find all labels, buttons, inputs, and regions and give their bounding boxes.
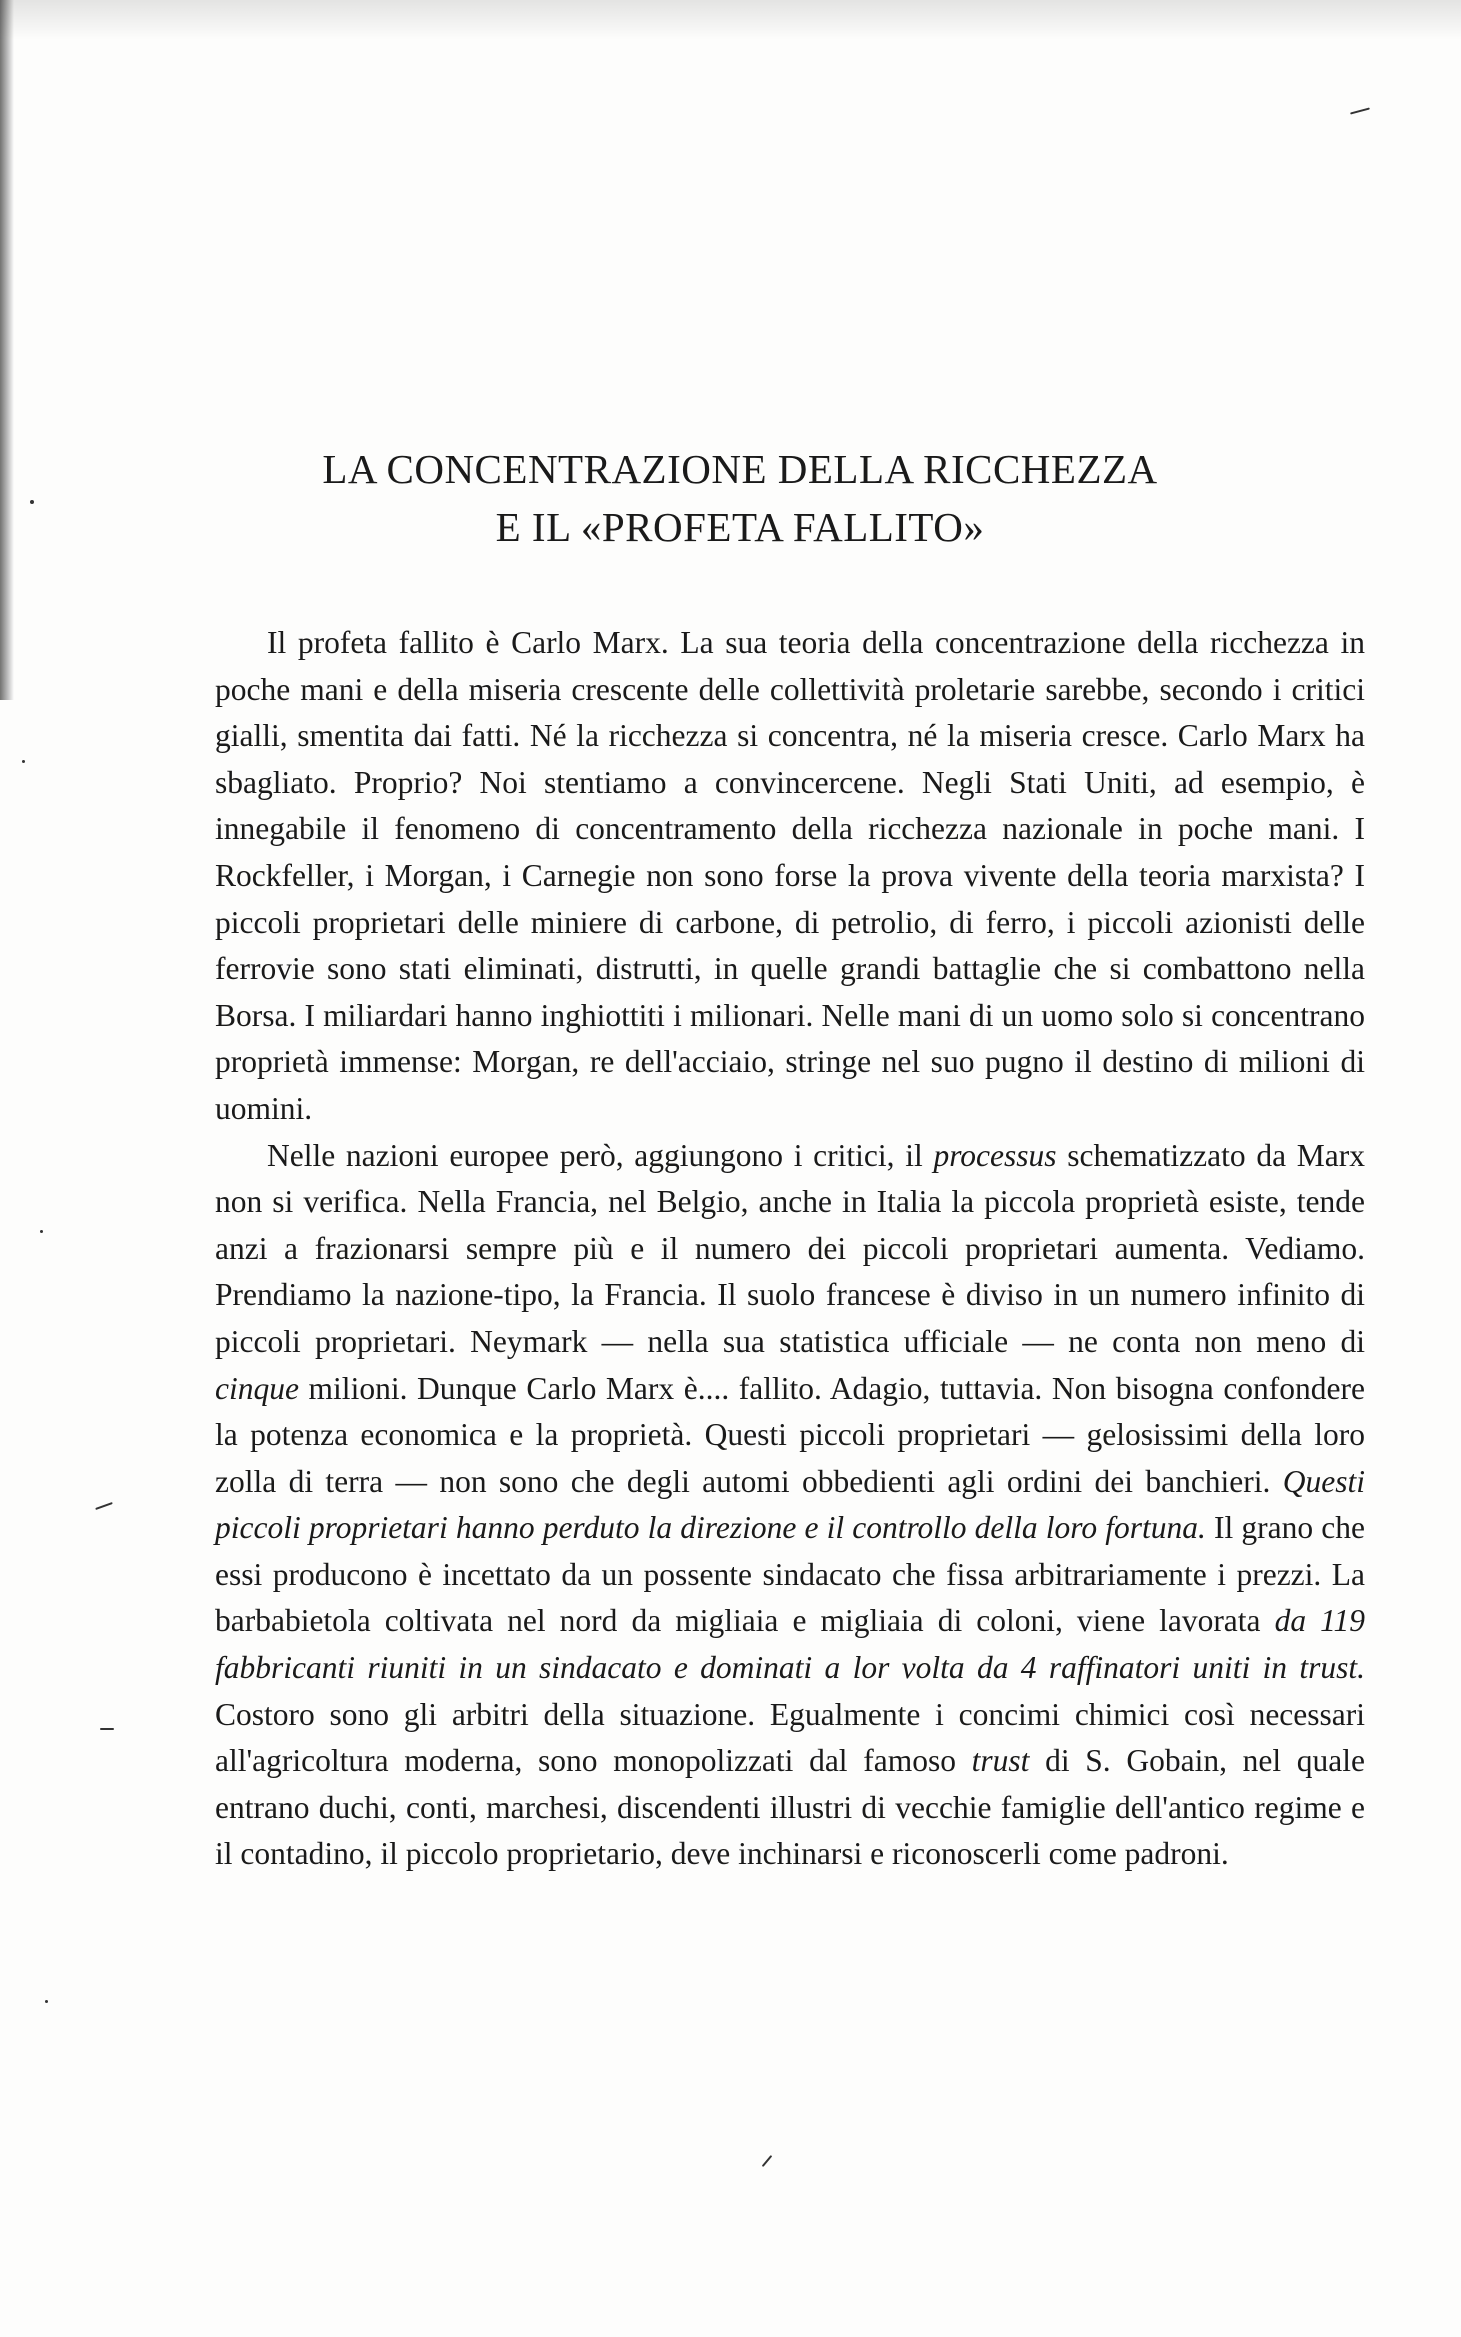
scan-speck [95,1502,113,1510]
text-run: da 119 fabbricanti riuniti in un sindacato e dominati a lor volta da 4 raffinatori uniti in trust. [215,1603,1365,1686]
text-run: Questi piccoli proprietari hanno perduto la direzione e il controllo della loro fortuna. [215,1463,1365,1546]
text-run: processus [933,1137,1057,1173]
text-run: di S. Gobain, nel quale entrano duchi, conti, marchesi, discendenti illustri di vecchie famiglie dell'antico regime e il contadino, il piccolo proprietario, deve inchinarsi e riconoscerli come padroni. [215,1743,1365,1872]
scan-speck [1350,107,1370,114]
scan-shadow-top [0,0,1461,40]
scan-speck [30,500,34,504]
text-run: cinque [215,1370,299,1406]
text-run: Nelle nazioni europee però, aggiungono i critici, il [267,1137,934,1173]
scan-speck [40,1230,43,1233]
scan-shadow-left [0,0,14,700]
paragraph-2 [215,1133,1365,1879]
text-run: schematizzato da Marx non si verifica. Nella Francia, nel Belgio, anche in Italia la piccola proprietà esiste, tende anzi a frazionarsi sempre più e il numero dei piccoli proprietari aumenta. Vediamo. Prendiamo la nazione-tipo, la Francia. Il suolo francese è diviso in un numero infinito di piccoli proprietari. Neymark — nella sua statistica ufficiale — ne conta non meno di [215,1137,1365,1359]
scan-speck [45,2000,48,2003]
text-run: Costoro sono gli arbitri della situazione. Egualmente i concimi chimici così necessari all'agricoltura moderna, sono monopolizzati dal famoso [215,1696,1365,1779]
scan-speck [22,760,25,763]
paragraph-1 [215,620,1365,1133]
text-run: trust [971,1743,1030,1779]
text-run: Il profeta fallito è Carlo Marx. La sua teoria della concentrazione della ricchezza in poche mani e della miseria crescente delle collettività proletarie sarebbe, secondo i critici gialli, smentita dai fatti. Né la ricchezza si concentra, né la miseria cresce. Carlo Marx ha sbagliato. Proprio? Noi stentiamo a convincercene. Negli Stati Uniti, ad esempio, è innegabile il fenomeno di concentramento della ricchezza nazionale in poche mani. I Rockfeller, i Morgan, i Carnegie non sono forse la prova vivente della teoria marxista? I piccoli proprietari delle miniere di carbone, di petrolio, di ferro, i piccoli azionisti delle ferrovie sono stati eliminati, distrutti, in quelle grandi battaglie che si combattono nella Borsa. I miliardari hanno inghiottiti i milionari. Nelle mani di un uomo solo si concentrano proprietà immense: Morgan, re dell'acciaio, stringe nel suo pugno il destino di milioni di uomini. [215,625,1365,1126]
text-run: milioni. Dunque Carlo Marx è.... fallito. Adagio, tuttavia. Non bisogna confondere la potenza economica e la proprietà. Questi piccoli proprietari — gelosissimi della loro zolla di terra — non sono che degli automi obbedienti agli ordini dei banchieri. [215,1370,1365,1499]
title-line-2: E IL «PROFETA FALLITO» [495,504,985,550]
body-text [215,620,1365,1878]
scan-speck [762,2155,773,2167]
scan-speck [100,1728,114,1730]
title-line-1: LA CONCENTRAZIONE DELLA RICCHEZZA [322,446,1158,492]
text-run: Il grano che essi producono è incettato da un possente sindacato che fissa arbitrariamente i prezzi. La barbabietola coltivata nel nord da migliaia e migliaia di coloni, viene lavorata [215,1510,1365,1639]
page-title [210,440,1270,556]
